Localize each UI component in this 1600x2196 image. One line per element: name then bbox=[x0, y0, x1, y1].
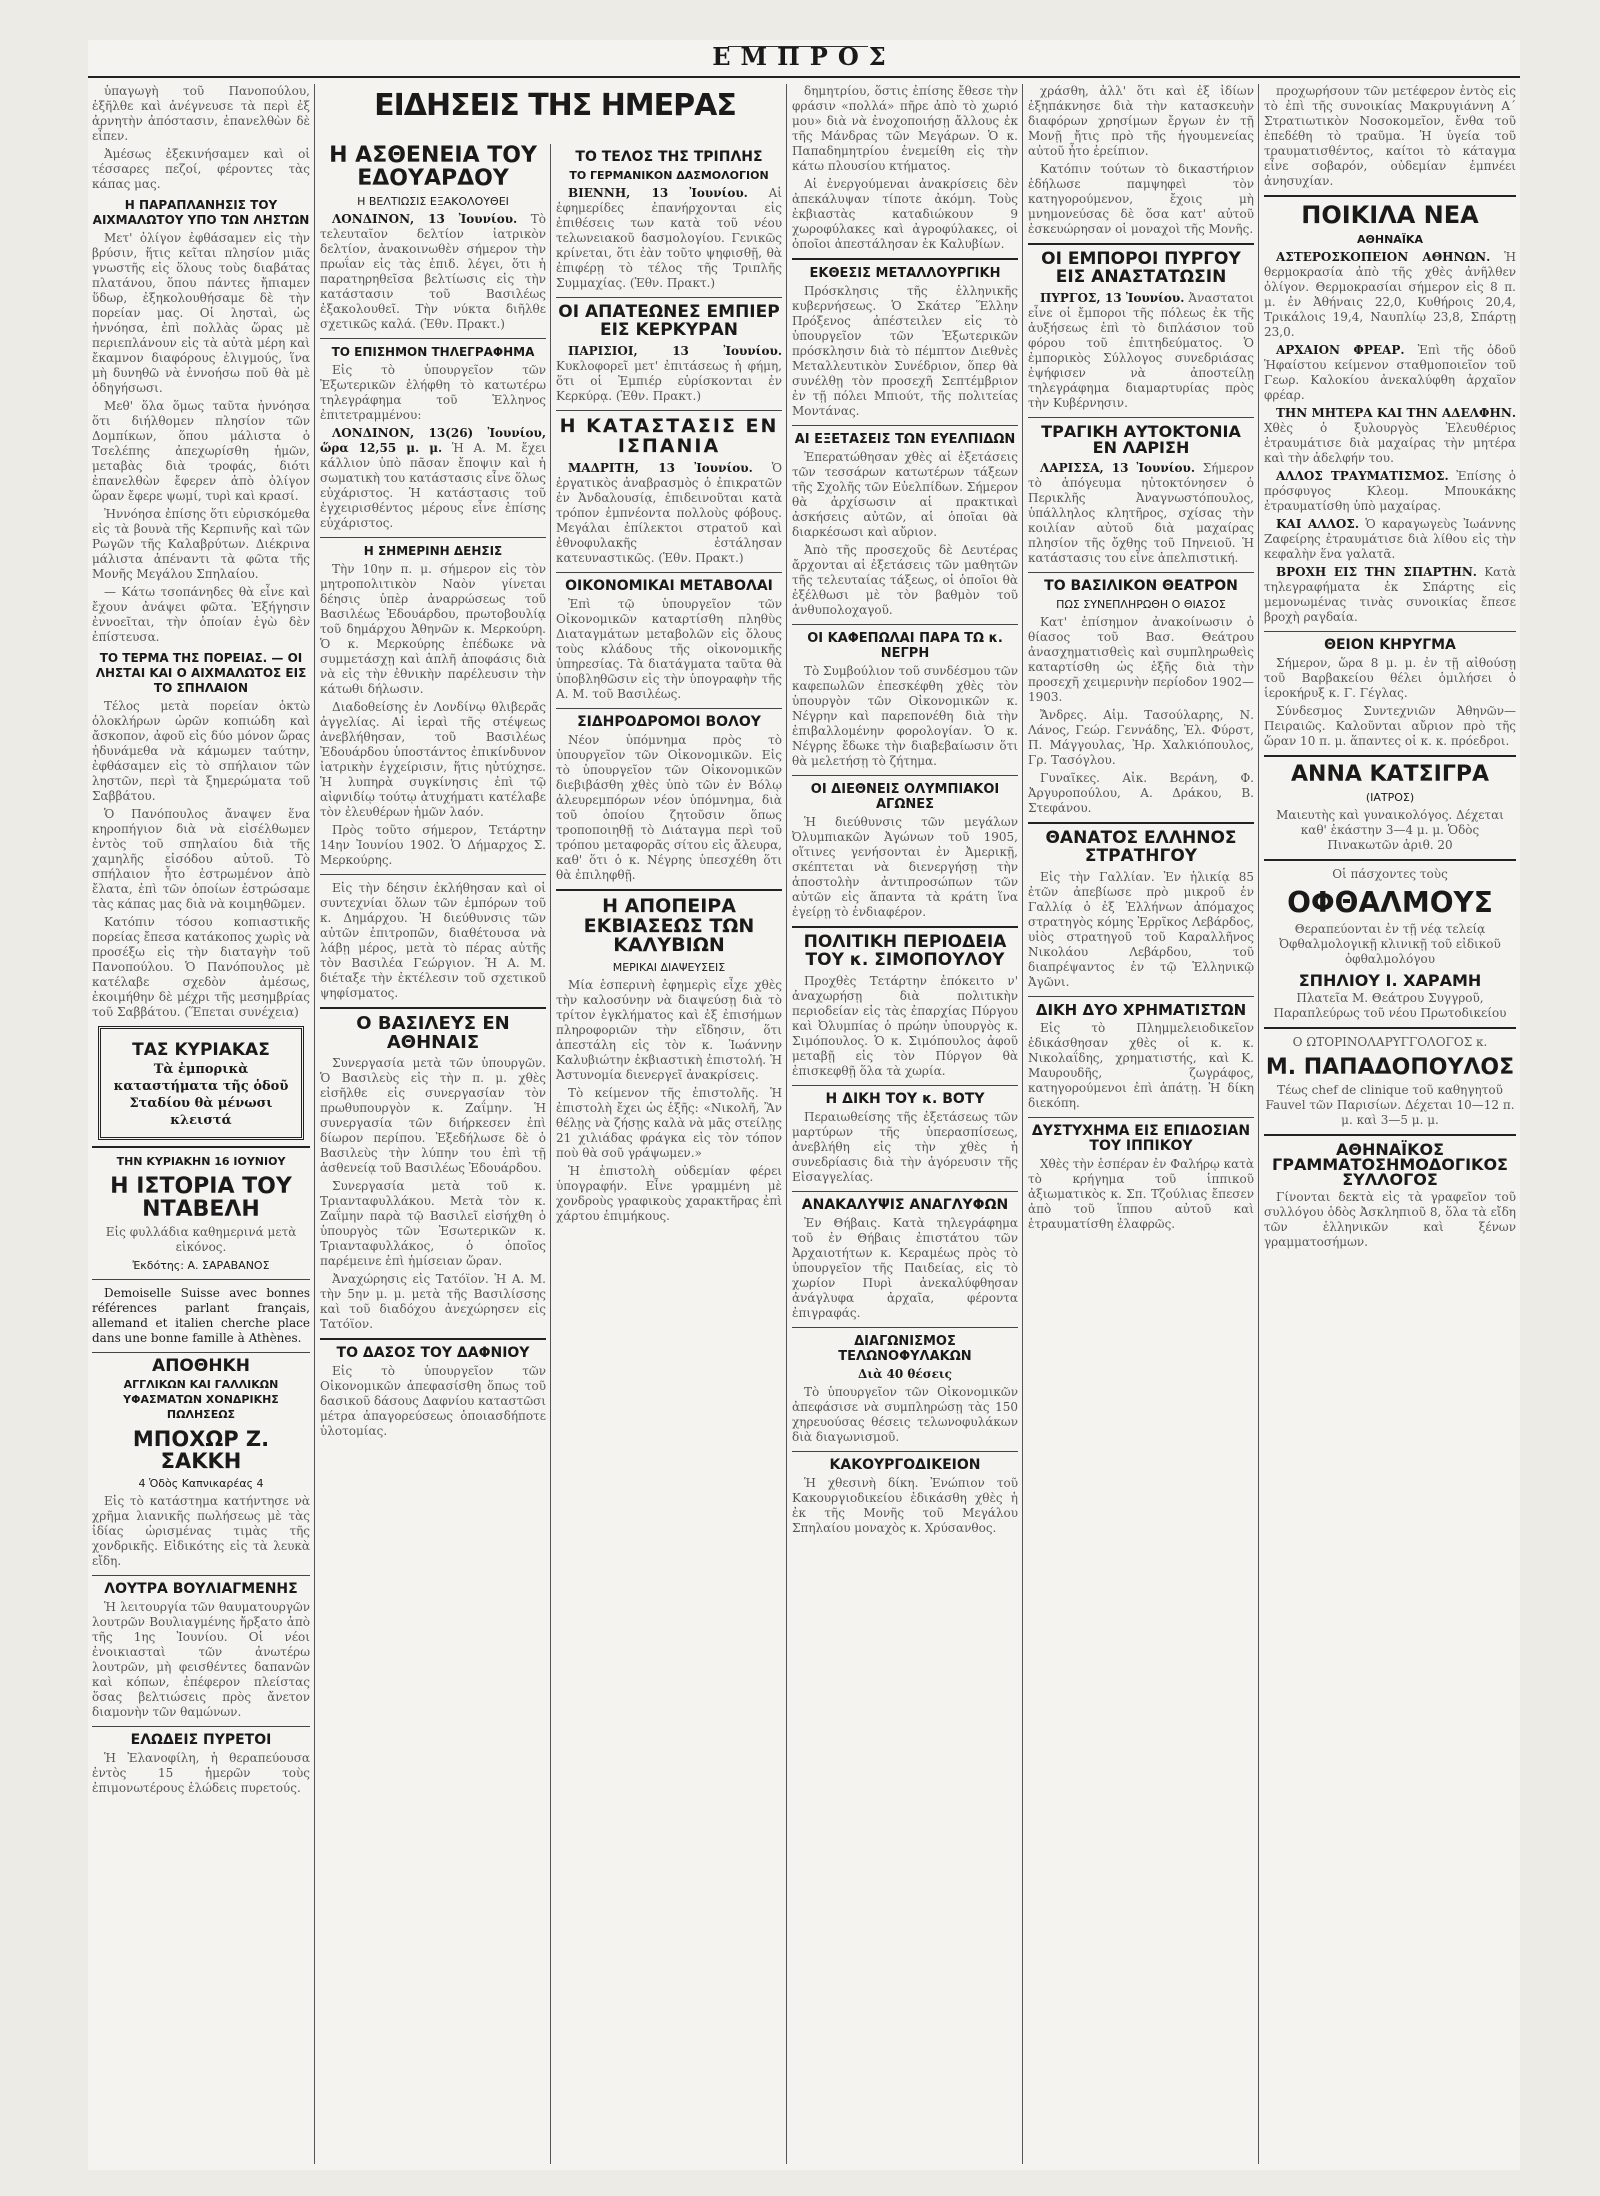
col4-heading-2: ΑΙ ΕΞΕΤΑΣΕΙΣ ΤΩΝ ΕΥΕΛΠΙΔΩΝ bbox=[794, 432, 1016, 447]
col6-heading-6: ΑΘΗΝΑΪΚΟΣ ΓΡΑΜΜΑΤΟΣΗΜΟΔΟΓΙΚΟΣ ΣΥΛΛΟΓΟΣ bbox=[1272, 1139, 1508, 1189]
divider bbox=[320, 1338, 546, 1340]
col4-heading-3: ΟΙ ΚΑΦΕΠΩΛΑΙ ΠΑΡΑ ΤΩ κ. ΝΕΓΡΗ bbox=[807, 631, 1003, 661]
news-banner: ΕΙΔΗΣΕΙΣ ΤΗΣ ΗΜΕΡΑΣ bbox=[374, 88, 736, 123]
divider bbox=[1264, 195, 1516, 197]
col4-heading-9: ΚΑΚΟΥΡΓΟΔΙΚΕΙΟΝ bbox=[829, 1456, 981, 1473]
col4-heading-7: ΑΝΑΚΑΛΥΨΙΣ ΑΝΑΓΛΥΦΩΝ bbox=[801, 1196, 1009, 1213]
column-2: ΕΙΔΗΣΕΙΣ ΤΗΣ ΗΜΕΡΑΣ Η ΑΣΘΕΝΕΙΑ ΤΟΥ ΕΔΟΥΑΡΔΟΥ Η ΒΕΛΤΙΩΣΙΣ ΕΞΑΚΟΛΟΥΘΕΙ ΛΟΝΔΙΝΟΝ, 13 Ἰουνίου. Τὸ τελευταῖον δελτίον ἰατρικὸν δελτίον, ἀνακοινωθὲν σήμερον τὴν πρωΐαν εἰς τὰς ἐπιδ. λέγει, ὅτι ἡ παρατηρηθεῖσα βελτίωσις εἰς τὴν κατάστασιν τοῦ Βασιλέως ἐξακολουθεῖ. Τὴν νύκτα διῆλθε σχετικῶς καλά. (Ἑθν. Πρακτ.) ΤΟ ΕΠΙΣΗΜΟΝ ΤΗΛΕΓΡΑΦΗΜΑ Εἰς τὸ ὑπουργεῖον τῶν Ἐξωτερικῶν ἐλήφθη τὸ κατωτέρω τηλεγράφημα τοῦ Ἑλληνος ἐπιτετραμμένου: ΛΟΝΔΙΝΟΝ, 13(26) Ἰουνίου, ὥρα 12,55 μ. μ. Ἡ Α. Μ. ἔχει κάλλιον ὑπὸ πᾶσαν ἔποψιν καὶ ἡ σωματικὴ του κατάστασις εἶνε ὅλως εὐχάριστος. Ἡ κατάστασις τοῦ ἐγχειρισθέντος μέρους εἶνε ἐπίσης εὐχάριστος. Η ΣΗΜΕΡΙΝΗ ΔΕΗΣΙΣ Τὴν 10ην π. μ. σήμερον εἰς τὸν μητροπολιτικὸν Ναὸν γίνεται δέησις ὑπὲρ ἀναρρώσεως τοῦ Βασιλέως Ἐδουάρδου, πρωτοβουλίᾳ τοῦ δημάρχου Ἀθηνῶν κ. Μερκούρη. Ὁ κ. Μερκούρης ἐπέδωκε νὰ συμμετάσχῃ καὶ ἁπλῆ ἀποφάσις διὰ νὰ εἰς τὴν ἐθνικὴν παρέλευσιν τὴν κάτωθι δήλωσιν. Διαδοθείσης ἐν Λονδίνῳ θλιβερᾶς ἀγγελίας. Αἱ ἱεραὶ τῆς στέψεως ἀνεβλήθησαν, τοῦ Βασιλέως Ἐδουάρδου ὑποστάντος ἐπικίνδυνον ἰατρικὴν ἐγχείρισιν, ἥτις ηὐτύχησε. Ἡ λυπηρὰ συγκίνησις ἐπὶ τῷ αἰφνιδίῳ τούτῳ ἀτυχήματι κατέλαβε τὸν ἐλευθέρων ἡμῶν λαόν. Πρὸς τοῦτο σήμερον, Τετάρτην 14ην Ἰουνίου 1902. Ὁ Δήμαρχος Σ. Μερκούρης. Εἰς τὴν δέησιν ἐκλήθησαν καὶ οἱ συντεχνίαι ὅλων τῶν ἐμπόρων τοῦ κ. Δημάρχου. Ἡ διεύθυνσις τῶν αὐτῶν ἐπιτροπῶν, διαθέτουσα νὰ λάβῃ μέρος, μετὰ τὸ πέρας αὐτῆς τὸν Βασιλέα Γεώργιον. Ἡ Α. Μ. διέταξε τὴν ἐκτέλεσιν τοῦ σχετικοῦ ψηφίσματος. Ο ΒΑΣΙΛΕΥΣ ΕΝ ΑΘΗΝΑΙΣ Συνεργασία μετὰ τῶν ὑπουργῶν. Ὁ Βασιλεὺς εἰς τὴν π. μ. χθὲς εἰσῆλθε εἰς συνεργασίαν τὸν πρωθυπουργὸν κ. Ζαΐμην. Ἡ συνεργασία τῶν διήρκεσεν ἐπὶ δίωρον περίπου. Ἐξεδήλωσε δὲ ὁ Βασιλεὺς τὴν λύπην του ἐπὶ τῇ ἀσθενείᾳ τοῦ Βασιλέως Ἐδουάρδου. Συνεργασία μετὰ τοῦ κ. Τριανταφυλλάκου. Μετὰ τὸν κ. Ζαΐμην παρὰ τῷ Βασιλεῖ εἰσήχθη ὁ ὑπουργὸς τῶν Ἐσωτερικῶν κ. Τριανταφυλλάκος, ὁ ὁποῖος παρέμεινε ἐπὶ ἡμίσειαν ὥραν. Ἀναχώρησις εἰς Τατόϊον. Ἡ Α. Μ. τὴν 5ην μ. μ. μετὰ τῆς Βασιλίσσης καὶ τοῦ διαδόχου ἀνεχώρησεν εἰς Τατόϊον. ΤΟ ΔΑΣΟΣ ΤΟΥ ΔΑΦΝΙΟΥ Εἰς τὸ ὑπουργεῖον τῶν Οἰκονομικῶν ἀπεφασίσθη ὅπως τοῦ δασικοῦ δάσους Δαφνίου καταστῶσι μέτρα ἀπαγορεύσεως ὁποιασδήποτε ὑλοτομίας. bbox=[320, 84, 546, 2164]
masthead bbox=[88, 40, 1520, 74]
news-item: ΤΗΝ ΜΗΤΕΡΑ ΚΑΙ ΤΗΝ ΑΔΕΛΦΗΝ. bbox=[1276, 406, 1516, 421]
col4-heading-5: ΠΟΛΙΤΙΚΗ ΠΕΡΙΟΔΕΙΑ ΤΟΥ κ. ΣΙΜΟΠΟΥΛΟΥ bbox=[803, 932, 1007, 970]
baths-heading: ΛΟΥΤΡΑ ΒΟΥΛΙΑΓΜΕΝΗΣ bbox=[104, 1581, 298, 1598]
col3-heading-4: ΟΙΚΟΝΟΜΙΚΑΙ ΜΕΤΑΒΟΛΑΙ bbox=[565, 577, 773, 594]
notice-text: Τὰ ἐμπορικὰ καταστήματα τῆς ὁδοῦ Σταδίου θὰ μένωσι κλειστά bbox=[113, 1062, 289, 1128]
column-rule bbox=[550, 144, 551, 2164]
divider bbox=[792, 1327, 1018, 1328]
divider bbox=[92, 1279, 310, 1280]
divider bbox=[1028, 572, 1254, 573]
col5-heading-3: ΤΟ ΒΑΣΙΛΙΚΟΝ ΘΕΑΤΡΟΝ bbox=[1044, 578, 1238, 595]
col6-heading-1: ΠΟΙΚΙΛΑ ΝΕΑ bbox=[1301, 201, 1479, 229]
divider bbox=[1028, 1117, 1254, 1118]
column-rule bbox=[786, 84, 787, 2164]
col4-heading-4: ΟΙ ΔΙΕΘΝΕΙΣ ΟΛΥΜΠΙΑΚΟΙ ΑΓΩΝΕΣ bbox=[810, 782, 1000, 812]
col6-heading-1-sub: ΑΘΗΝΑΪΚΑ bbox=[1357, 233, 1423, 247]
depot-title: ΑΠΟΘΗΚΗ bbox=[152, 1356, 250, 1377]
divider bbox=[792, 775, 1018, 776]
column-rule bbox=[314, 84, 315, 2164]
column-4: δημητρίου, ὅστις ἐπίσης ἔθεσε τὴν φράσιν «πολλά» πῆρε ἀπὸ τὸ χωριό μου» διὰ νὰ ἐνοχοποιήσῃ ἄλλους ἐκ τῆς Μάνδρας τῶν Μεγάρων. Ὁ κ. Παπαδημητρίου ἐνεμείθη εἰς τὴν κάτω πλουσίου κτήματος. Αἱ ἐνεργούμεναι ἀνακρίσεις δὲν ἀπεκάλυψαν τίποτε ἀκόμη. Τοὺς ἐκβιαστὰς καταδιώκουν 9 χωροφύλακες καὶ ἀγροφύλακες, οἱ ὁποῖοι ἀπεστάλησαν ἐκ Καλυβίων. ΕΚΘΕΣΙΣ ΜΕΤΑΛΛΟΥΡΓΙΚΗ Πρόσκλησις τῆς ἑλληνικῆς κυβερνήσεως. Ὁ Σκάτερ Ἕλλην Πρόξενος ἀπέστειλεν εἰς τὸ ὑπουργεῖον τῶν Ἐξωτερικῶν πρόσκλησιν διὰ τὸ πέμπτον Διεθνὲς Μεταλλευτικὸν Συνέδριον, ὅπερ θὰ συνέλθῃ τὸν προσεχῆ Σεπτέμβριον ἐν τῇ πόλει Μπιούτ, τῆς πολιτείας Μοντάνας. ΑΙ ΕΞΕΤΑΣΕΙΣ ΤΩΝ ΕΥΕΛΠΙΔΩΝ Ἐπερατώθησαν χθὲς αἱ ἐξετάσεις τῶν τεσσάρων κατωτέρων τάξεων τῆς Σχολῆς τῶν Εὐελπίδων. Σήμερον θὰ ἀρχίσωσιν αἱ πρακτικαὶ ἀσκήσεις αὐτῶν, αἱ ὁποῖαι θὰ διαρκέσωσι καὶ αὔριον. Ἀπὸ τῆς προσεχοῦς δὲ Δευτέρας ἄρχονται αἱ ἐξετάσεις τῶν μαθητῶν τῆς τελευταίας τάξεως, οἱ ὁποῖοι θὰ ἐξέλθωσι μὲ τὸν βαθμὸν τοῦ ἀνθυπολοχαγοῦ. ΟΙ ΚΑΦΕΠΩΛΑΙ ΠΑΡΑ ΤΩ κ. ΝΕΓΡΗ Τὸ Συμβούλιον τοῦ συνδέσμου τῶν καφεπωλῶν ἐπεσκέφθη χθὲς τὸν ὑπουργὸν τῶν Οἰκονομικῶν κ. Νέγρην καὶ παρεπονέθη διὰ τὴν ἐπιβαλλομένην φορολογίαν. Ὁ κ. Νέγρης ἔδωκε τὴν διαβεβαίωσιν ὅτι θὰ μελετήσῃ τὸ ζήτημα. ΟΙ ΔΙΕΘΝΕΙΣ ΟΛΥΜΠΙΑΚΟΙ ΑΓΩΝΕΣ Ἡ διεύθυνσις τῶν μεγάλων Ὀλυμπιακῶν Ἀγώνων τοῦ 1905, οἵτινες γενήσονται ἐν Ἀμερικῇ, σκέπτεται νὰ διενεργήσῃ τὴν ἀποστολὴν ἀντιπροσώπων τῶν αὐτῶν εἰς ἅπαντα τὰ κράτη ἵνα ἐγείρῃ τὸ ἐνδιαφέρον. ΠΟΛΙΤΙΚΗ ΠΕΡΙΟΔΕΙΑ ΤΟΥ κ. ΣΙΜΟΠΟΥΛΟΥ Προχθὲς Τετάρτην ἐπόκειτο ν' ἀναχωρήσῃ διὰ πολιτικὴν περιοδείαν εἰς τὰς ἐπαρχίας Πύργου καὶ Ὀλυμπίας ὁ πρώην ὑπουργὸς κ. Σιμόπουλος. Ὁ κ. Σιμόπουλος ἀφοῦ μεταβῇ εἰς τὸν Πύργον θὰ ἐπισκεφθῇ ὅλα τὰ χωρία. Η ΔΙΚΗ ΤΟΥ κ. ΒΟΤΥ Περαιωθείσης τῆς ἐξετάσεως τῶν μαρτύρων τῆς ὑπερασπίσεως, ἀνεβλήθη εἰς τὴν χθὲς ἡ συνεδρίασις διὰ τὴν ἀγόρευσιν τῆς Εἰσαγγελίας. ΑΝΑΚΑΛΥΨΙΣ ΑΝΑΓΛΥΦΩΝ Ἐν Θήβαις. Κατὰ τηλεγράφημα τοῦ ἐν Θήβαις ἐπιστάτου τῶν Ἀρχαιοτήτων κ. Κεραμέως πρὸς τὸ ὑπουργεῖον τῆς Παιδείας, εἰς τὸ χωρίον Πυρὶ ἀνεκαλύφθησαν ἀνάγλυφα ἀρχαῖα, φέροντα ἐπιγραφάς. ΔΙΑΓΩΝΙΣΜΟΣ ΤΕΛΩΝΟΦΥΛΑΚΩΝ Διὰ 40 θέσεις Τὸ ὑπουργεῖον τῶν Οἰκονομικῶν ἀπεφάσισε νὰ συμπληρώσῃ τὰς 150 χηρευούσας θέσεις τελωνοφυλάκων διὰ διαγωνισμοῦ. ΚΑΚΟΥΡΓΟΔΙΚΕΙΟΝ Ἡ χθεσινὴ δίκη. Ἐνώπιον τοῦ Κακουργιοδικείου ἐδικάσθη χθὲς ἡ ἐκ τῆς Μονῆς τοῦ Μεγάλου Σπηλαίου μοναχὸς κ. Χρύσανθος. bbox=[792, 84, 1018, 1535]
divider bbox=[792, 1191, 1018, 1192]
divider bbox=[792, 1085, 1018, 1086]
col3-heading-6-sub: ΜΕΡΙΚΑΙ ΔΙΑΨΕΥΣΕΙΣ bbox=[612, 961, 726, 975]
doctor-name: ΣΠΗΛΙΟΥ Ι. ΧΑΡΑΜΗ bbox=[1298, 970, 1482, 990]
col5-heading-4: ΘΑΝΑΤΟΣ ΕΛΛΗΝΟΣ ΣΤΡΑΤΗΓΟΥ bbox=[1045, 828, 1237, 867]
divider bbox=[1264, 755, 1516, 757]
notice-title: ΤΑΣ ΚΥΡΙΑΚΑΣ bbox=[132, 1040, 270, 1060]
divider bbox=[556, 708, 782, 709]
col4-heading-6: Η ΔΙΚΗ ΤΟΥ κ. ΒΟΤΥ bbox=[825, 1090, 985, 1107]
divider bbox=[320, 338, 546, 339]
divider bbox=[1028, 417, 1254, 418]
column-5: χράσθη, ἀλλ' ὅτι καὶ ἐξ ἰδίων ἐξηπάκνησε διὰ τὴν κατασκευὴν διαφόρων χρησίμων ἔργων ἐν τῇ Μονῇ ἤτις πρὸ τῆς ἡγουμενείας αὐτοῦ ἦτο ἐρείπιον. Κατόπιν τούτων τὸ δικαστήριον ἐδήλωσε παμψηφεὶ τὸν κατηγορούμενον, ἔχοις μὴ μνημονεύσας δὲ ὅσα κατ' αὐτοῦ ἐσκευώρησαν οἱ μοναχοὶ τῆς Μονῆς. ΟΙ ΕΜΠΟΡΟΙ ΠΥΡΓΟΥ ΕΙΣ ΑΝΑΣΤΑΤΩΣΙΝ ΠΥΡΓΟΣ, 13 Ἰουνίου. Ἀναστατοι εἶνε οἱ ἔμποροι τῆς πόλεως ἐκ τῆς ἀυξήσεως ἐπὶ τὸ διπλάσιον τοῦ φόρου τοῦ ἐπιτηδεύματος. Ὁ ἐμπορικὸς Σύλλογος συνεδριάσας ἐψήφισεν νὰ ἀποστείλῃ τηλεγράφημα διαμαρτυρίας πρὸς τὴν Κυβέρνησιν. ΤΡΑΓΙΚΗ ΑΥΤΟΚΤΟΝΙΑ ΕΝ ΛΑΡΙΣΗ ΛΑΡΙΣΣΑ, 13 Ἰουνίου. Σήμερον τὸ ἀπόγευμα ηὐτοκτόνησεν ὁ Περικλῆς Ἀναγνωστόπουλος, ὑπάλληλος κλητῆρος, σχίσας τὴν κοιλίαν αὐτοῦ διὰ μαχαίρας πλησίον τῆς ὄχθης τοῦ Πηνειοῦ. Ἡ κατάστασις του εἶνε ἀπελπιστική. ΤΟ ΒΑΣΙΛΙΚΟΝ ΘΕΑΤΡΟΝ ΠΩΣ ΣΥΝΕΠΛΗΡΩΘΗ Ο ΘΙΑΣΟΣ Κατ' ἐπίσημον ἀνακοίνωσιν ὁ θίασος τοῦ Βασ. Θεάτρου ἀνασχηματισθεὶς καὶ συμπληρωθεὶς καταρτίσθη ὡς ἑξῆς διὰ τὴν προσεχῆ χειμερινὴν περίοδον 1902—1903. Ἄνδρες. Αἰμ. Τασούλαρης, Ν. Λάνος, Γεώρ. Γεννάδης, Ἐλ. Φύρστ, Π. Μάγγουλας, Ἠρ. Χαλκιόπουλος, Γρ. Τασόγλου. Γυναῖκες. Αἰκ. Βεράνη, Φ. Ἀργυροπούλου, Α. Δράκου, Β. Στεφάνου. ΘΑΝΑΤΟΣ ΕΛΛΗΝΟΣ ΣΤΡΑΤΗΓΟΥ Εἰς τὴν Γαλλίαν. Ἐν ἡλικίᾳ 85 ἐτῶν ἀπεβίωσε πρὸ μικροῦ ἐν Γαλλίᾳ ὁ ἐξ Ἑλλήνων ἀπόμαχος στρατηγὸς κόμης Ἐρρῖκος Λεβάρδος, υἱὸς στρατηγοῦ τοῦ Καραλλῆνος Νικολάου Λεβάρδου, τοῦ διαπρέψαντος ἐν τῷ Ἑλληνικῷ Ἀγῶνι. ΔΙΚΗ ΔΥΟ ΧΡΗΜΑΤΙΣΤΩΝ Εἰς τὸ Πλημμελειοδικεῖον ἐδικάσθησαν χθὲς οἱ κ. κ. Νικολαΐδης, χρηματιστής, καὶ Κ. Μαυρουδῆς, ζωγράφος, κατηγορούμενοι ἐπὶ ἀπάτῃ. Ἡ δίκη διεκόπη. ΔΥΣΤΥΧΗΜΑ ΕΙΣ ΕΠΙΔΟΣΙΑΝ ΤΟΥ ΙΠΠΙΚΟΥ Χθὲς τὴν ἑσπέραν ἐν Φαλήρῳ κατὰ τὸ κρήγημα τοῦ ἱππικοῦ ἀξιωματικὸς κ. Σπ. Τζούλιας ἔπεσεν ἀπὸ τοῦ ἵππου αὐτοῦ καὶ ἐτραυματίσθη ἐλαφρῶς. bbox=[1028, 84, 1254, 1231]
column-3: ΤΟ ΤΕΛΟΣ ΤΗΣ ΤΡΙΠΛΗΣ ΤΟ ΓΕΡΜΑΝΙΚΟΝ ΔΑΣΜΟΛΟΓΙΟΝ ΒΙΕΝΝΗ, 13 Ἰουνίου. Αἱ ἐφημερίδες ἐπανήρχονται εἰς ἐπιθέσεις των κατὰ τοῦ νέου τελωνειακοῦ δασμολογίου. Γενικῶς κρίνεται, ὅτι ἐὰν τοῦτο ψηφισθῇ, θὰ ἐπιφέρῃ τὸ τέλος τῆς Τριπλῆς Συμμαχίας. (Ἑθν. Πρακτ.) ΟΙ ΑΠΑΤΕΩΝΕΣ ΕΜΠΙΕΡ ΕΙΣ ΚΕΡΚΥΡΑΝ ΠΑΡΙΣΙΟΙ, 13 Ἰουνίου. Κυκλοφορεῖ μετ' ἐπιτάσεως ἡ φήμη, ὅτι οἱ Ἐμπιέρ εὑρίσκονται ἐν Κερκύρᾳ. (Ἑθν. Πρακτ.) Η ΚΑΤΑΣΤΑΣΙΣ ΕΝ ΙΣΠΑΝΙΑ ΜΑΔΡΙΤΗ, 13 Ἰουνίου. Ὁ ἐργατικὸς ἀναβρασμὸς ὁ ἐπικρατῶν ἐν Ἀνδαλουσίᾳ, ἐπιδεινοῦται κατὰ τρόπον ἐμπνέοντα πολλοὺς φόβους. Μεγάλαι ἐπίλεκτοι στρατοῦ καὶ ἐθνοφυλακῆς ἐστάλησαν κατευναστικῶς. (Ἑθν. Πρακτ.) ΟΙΚΟΝΟΜΙΚΑΙ ΜΕΤΑΒΟΛΑΙ Ἐπὶ τῷ ὑπουργεῖον τῶν Οἰκονομικῶν καταρτίσθη πληθὺς Διαταγμάτων μεταβολῶν εἰς ὅλους τοὺς κλάδους τῆς οἰκονομικῆς ὑπηρεσίας. Τὰ διατάγματα ταῦτα θὰ ὑποβληθῶσιν εἰς τὴν ὑπογραφὴν τῆς Α. Μ. τοῦ Βασιλέως. ΣΙΔΗΡΟΔΡΟΜΟΙ ΒΟΛΟΥ Νέον ὑπόμνημα πρὸς τὸ ὑπουργεῖον τῶν Οἰκονομικῶν. Εἰς τὸ ὑπουργεῖον τῶν Οἰκονομικῶν διεβιβάσθη χθὲς ὑπὸ τῶν ἐν Βόλῳ ἀλευρεμπόρων νέον ὑπόμνημα, διὰ τοῦ ὁποίου ζητοῦσιν ὅπως τροποποιηθῇ τὸ Διάταγμα περὶ τοῦ τρόπου μεταφορᾶς σίτου εἰς ἄλευρα, καθ' ὅτι ὁ κ. Νέγρης ὑπεσχέθη ὅτι θὰ ἐπιληφθῇ. Η ΑΠΟΠΕΙΡΑ ΕΚΒΙΑΣΕΩΣ ΤΩΝ ΚΑΛΥΒΙΩΝ ΜΕΡΙΚΑΙ ΔΙΑΨΕΥΣΕΙΣ Μία ἑσπερινὴ ἐφημερὶς εἶχε χθὲς τὴν καλοσύνην νὰ διαψεύσῃ διὰ τὸ τρίτον ἐγκλήματος καὶ ἐξ ἐπισήμων πληροφοριῶν τὴν εἴδησιν, ὅτι ἀπεστάλη εἰς τὸν κ. Ἰωάννην Καλυβιώτην ἐκβιαστικὴ ἐπιστολή. Ἡ Ἀστυνομία διενεργεῖ ἀνακρίσεις. Τὸ κείμενον τῆς ἐπιστολῆς. Ἡ ἐπιστολὴ ἔχει ὡς ἑξῆς: «Νικολῆ, Ἂν θέλῃς νὰ ζήσῃς καλὰ νὰ μᾶς στείλῃς 21 χιλιάδας φράγκα εἰς τὸν τόπον ποὺ θὰ σοῦ γράψωμεν.» Ἡ ἐπιστολὴ οὐδεμίαν φέρει ὑπογραφήν. Εἶνε γραμμένη μὲ χονδροὺς γραφικοὺς χαρακτῆρας ἐπὶ χάρτου ἐπιμήκους. bbox=[556, 149, 782, 1224]
divider bbox=[320, 537, 546, 538]
divider bbox=[556, 297, 782, 298]
col2-heading-1-sub: Η ΒΕΛΤΙΩΣΙΣ ΕΞΑΚΟΛΟΥΘΕΙ bbox=[357, 194, 509, 208]
col3-heading-6: Η ΑΠΟΠΕΙΡΑ ΕΚΒΙΑΣΕΩΣ ΤΩΝ ΚΑΛΥΒΙΩΝ bbox=[583, 894, 755, 957]
divider bbox=[792, 926, 1018, 928]
divider bbox=[792, 624, 1018, 625]
col2-heading-2: ΤΟ ΕΠΙΣΗΜΟΝ ΤΗΛΕΓΡΑΦΗΜΑ bbox=[331, 344, 535, 359]
divider bbox=[556, 889, 782, 891]
divider bbox=[92, 1575, 310, 1576]
news-item: ΚΑΙ ΑΛΛΟΣ. bbox=[1276, 517, 1360, 532]
masthead-title: ΕΜΠΡΟΣ bbox=[712, 42, 896, 71]
depot-address: 4 Ὁδὸς Καπνικαρέας 4 bbox=[138, 1477, 264, 1491]
sunday-heading: ΤΗΝ ΚΥΡΙΑΚΗΝ 16 ΙΟΥΝΙΟΥ bbox=[116, 1155, 286, 1168]
divider bbox=[1028, 243, 1254, 245]
column-1: ὑπαγωγὴ τοῦ Πανοπούλου, ἐξῆλθε καὶ ἀνέγνευσε τὰ περὶ ἐξ ἀρνητὴν ἀπόστασιν, ἐπανελθὼν δὲ εἶπεν. Ἀμέσως ἐξεκινήσαμεν καὶ οἱ τέσσαρες πεζοί, φέροντες τὰς κάπας μας. Η ΠΑΡΑΠΛΑΝΗΣΙΣ ΤΟΥ ΑΙΧΜΑΛΩΤΟΥ ΥΠΟ ΤΩΝ ΛΗΣΤΩΝ Μετ' ὀλίγον ἐφθάσαμεν εἰς τὴν βρύσιν, ἥτις κεῖται πλησίον μιᾶς γνωστῆς εἰς ὅλους τοὺς διαβάτας πλατάνου, ὅπου πάντες ἤπιαμεν ὕδωρ, ἐξηκολουθήσαμε δὲ τὴν πορείαν μας. Οἱ λησταὶ, ὡς ἠννόησα, ἐπὶ πολλὰς ὥρας μὲ περιεπλάνουν εἰς τὰ αὐτὰ μέρη καὶ ἔκαμνον διαφόρους ἑλιγμούς, ἵνα μὴ δυνηθῶ νὰ ἐννοήσω ποῦ θὰ μὲ ὁδηγήσωσι. Μεθ' ὅλα ὅμως ταῦτα ἠννόησα ὅτι διήλθομεν πλησίον τῶν Δομπίκων, ὅπου μάλιστα ὁ Τσελέπης ἀπεχωρίσθη ἡμῶν, μεταβὰς διὰ τροφάς, διότι ἐπανελθὼν ἔφερεν ἀπὸ ὀλίγον ὥραν ἔφερε ψωμί, τυρὶ καὶ κρασί. Ἠννόησα ἐπίσης ὅτι εὑρισκόμεθα εἰς τὰ βουνὰ τῆς Κερπινῆς καὶ τῶν Ρωγῶν τῆς Καλαβρύτων. Διέκρινα μάλιστα ἀπέναντι τὰ φῶτα τῆς Μονῆς Μεγάλου Σπηλαίου. — Κάτω τσοπάνηδες θὰ εἶνε καὶ ἔχουν ἀνάψει φῶτα. Ἐξήγησιν ἐννοεῖται, τὴν ὁποίαν ἐγὼ δὲν ἐπίστευσα. ΤΟ ΤΕΡΜΑ ΤΗΣ ΠΟΡΕΙΑΣ. — ΟΙ ΛΗΣΤΑΙ ΚΑΙ Ο ΑΙΧΜΑΛΩΤΟΣ ΕΙΣ ΤΟ ΣΠΗΛΑΙΟΝ Τέλος μετὰ πορείαν ὀκτὼ ὁλοκλήρων ὡρῶν κοπιώδη καὶ ἄσκοπον, ἀφοῦ εἰς δύο μόνον ὥρας ἠδυνάμεθα νὰ κάμωμεν ταύτην, ἐφθάσαμεν εἰς τὸ σπήλαιον τῶν ληστῶν, περὶ τὰ ξημερώματα τοῦ Σαββάτου. Ὁ Πανόπουλος ἄναψεν ἕνα κηροπήγιον διὰ νὰ εἰσέλθωμεν ἐντὸς τοῦ σπηλαίου διὰ τῆς χαμηλῆς εἰσόδου αὐτοῦ. Τὸ σπήλαιον ἦτο ἐστρωμένον ἀπὸ ἔλατα, ἐπὶ τῶν ὁποίων ἐστρώσαμε τὰς κάπας μας διὰ νὰ κοιμηθῶμεν. Κατόπιν τόσου κοπιαστικῆς πορείας ἔπεσα κατάκοπος χωρὶς νὰ προσέξω εἰς τὴν διαταγὴν τοῦ Πανοπούλου. Ὁ Πανόπουλος μὲ κατέλαβε σχεδὸν ἀμέσως, ἐκοιμήθην δὲ μέχρι τῆς μεσημβρίας τοῦ Σαββάτου. (Ἕπεται συνέχεια) ΤΑΣ ΚΥΡΙΑΚΑΣ Τὰ ἐμπορικὰ καταστήματα τῆς ὁδοῦ Σταδίου θὰ μένωσι κλειστά ΤΗΝ ΚΥΡΙΑΚΗΝ 16 ΙΟΥΝΙΟΥ Η ΙΣΤΟΡΙΑ ΤΟΥ ΝΤΑΒΕΛΗ Εἰς φυλλάδια καθημερινά μετὰ εἰκόνος. Ἐκδότης: Α. ΣΑΡΑΒΑΝΟΣ Demoiselle Suisse avec bonnes références parlant français, allemand et italien cherche place dans une bonne famille à Athènes. ΑΠΟΘΗΚΗ ΑΓΓΛΙΚΩΝ ΚΑΙ ΓΑΛΛΙΚΩΝ ΥΦΑΣΜΑΤΩΝ ΧΟΝΔΡΙΚΗΣ ΠΩΛΗΣΕΩΣ ΜΠΟΧΩΡ Ζ. ΣΑΚΚΗ 4 Ὁδὸς Καπνικαρέας 4 Εἰς τὸ κατάστημα κατήντησε νὰ χρῆμα λιανικῆς πωλήσεως μὲ τὰς ἰδίας ὡρισμένας τιμὰς τῆς χονδρικῆς. Εἰδικότης εἰς τὰ λευκὰ εἴδη. ΛΟΥΤΡΑ ΒΟΥΛΙΑΓΜΕΝΗΣ Ἡ λειτουργία τῶν θαυματουργῶν λουτρῶν Βουλιαγμένης ἤρξατο ἀπὸ τῆς 1ης Ἰουνίου. Οἱ νέοι ἐνοικιασταὶ τῶν ἀνωτέρω λουτρῶν, μὴ φεισθέντες δαπανῶν καὶ κόπων, ἐπέφερον πλείστας ὅσας βελτιώσεις πρὸς ἄνετον διαμονὴν τῶν θαμώνων. ΕΛΩΔΕΙΣ ΠΥΡΕΤΟΙ Ἡ Ἐλανοφίλη, ἡ θεραπεύουσα ἐντὸς 15 ἡμερῶν τοὺς ἐπιμονωτέρους ἑλώδεις πυρετούς. bbox=[92, 84, 310, 1796]
divider bbox=[92, 1352, 310, 1353]
masthead-ornament bbox=[728, 46, 868, 47]
column-rule bbox=[1258, 84, 1259, 2164]
top-rule bbox=[88, 76, 1520, 78]
col2-heading-5: ΤΟ ΔΑΣΟΣ ΤΟΥ ΔΑΦΝΙΟΥ bbox=[336, 1345, 530, 1362]
fever-heading: ΕΛΩΔΕΙΣ ΠΥΡΕΤΟΙ bbox=[130, 1732, 272, 1749]
divider bbox=[1264, 631, 1516, 632]
col2-heading-1: Η ΑΣΘΕΝΕΙΑ ΤΟΥ ΕΔΟΥΑΡΔΟΥ bbox=[329, 142, 537, 191]
col3-heading-3: Η ΚΑΤΑΣΤΑΣΙΣ ΕΝ ΙΣΠΑΝΙΑ bbox=[559, 414, 779, 457]
divider bbox=[1264, 859, 1516, 861]
divider bbox=[92, 1726, 310, 1727]
news-item: ΒΡΟΧΗ ΕΙΣ ΤΗΝ ΣΠΑΡΤΗΝ. bbox=[1276, 565, 1477, 580]
demoiselle-ad: Demoiselle Suisse avec bonnes références parlant français, allemand et italien cherche place dans une bonne famille à Athènes. bbox=[92, 1286, 310, 1346]
column-rule bbox=[1022, 84, 1023, 2164]
column-6: προχωρήσουν τῶν μετέφερον ἐντὸς εἰς τὸ ἐπὶ τῆς συνοικίας Μακρυγιάννη Α΄ Στρατιωτικὸν Νοσοκομεῖον, ἔνθα τοῦ ἐπεδέθη τὸ τραῦμα. Ἡ ὑγεία τοῦ τραυματισθέντος, καίτοι τὸ κάταγμα εἶνε σοβαρόν, οὐδεμίαν ἐμπνέει ἀνησυχίαν. ΠΟΙΚΙΛΑ ΝΕΑ ΑΘΗΝΑΪΚΑ ΑΣΤΕΡΟΣΚΟΠΕΙΟΝ ΑΘΗΝΩΝ. Ἡ θερμοκρασία ἀπὸ τῆς χθὲς ἀνῆλθεν ὀλίγον. Θερμοκρασίαι σήμερον εἰς 8 π. μ. ἐν Ἀθήναις 22,0, Κυθήροις 20,4, Τρικάλοις 19,4, Ναυπλίῳ 23,8, Σπάρτῃ 23,0. ΑΡΧΑΙΟΝ ΦΡΕΑΡ. Ἐπὶ τῆς ὁδοῦ Ἡφαίστου κείμενον σταθμοποιεῖον τοῦ Γεωρ. Καλοκίου ἀνεκαλύφθη ἀρχαῖον φρέαρ. ΤΗΝ ΜΗΤΕΡΑ ΚΑΙ ΤΗΝ ΑΔΕΛΦΗΝ. Χθὲς ὁ ξυλουργὸς Ἐλευθέριος ἐτραυμάτισε διὰ μαχαίρας τὴν μητέρα καὶ τὴν ἀδελφήν του. ΑΛΛΟΣ ΤΡΑΥΜΑΤΙΣΜΟΣ. Ἐπίσης ὁ πρόσφυγος Κλεομ. Μπουκάκης ἐτραυματίσθη ὑπὸ μαχαίρας. ΚΑΙ ΑΛΛΟΣ. Ὁ καραγωγεὺς Ἰωάννης Ζαφείρης ἐτραυμάτισε διὰ λίθου εἰς τὴν κεφαλὴν ἕνα γαλατᾶ. ΒΡΟΧΗ ΕΙΣ ΤΗΝ ΣΠΑΡΤΗΝ. Κατὰ τηλεγραφήματα ἐκ Σπάρτης εἰς μεμονωμένας τινὰς συνοικίας ἔπεσε βροχὴ ραγδαία. ΘΕΙΟΝ ΚΗΡΥΓΜΑ Σήμερον, ὥρα 8 μ. μ. ἐν τῇ αἰθούσῃ τοῦ Βαρβακείου θέλει ὁμιλήσει ὁ ἱεροκήρυξ κ. Γ. Γέγλας. Σύνδεσμος Συντεχνιῶν Ἀθηνῶν—Πειραιῶς. Καλοῦνται αὔριον πρὸ τῆς ὥραν 10 π. μ. ἅπαντες οἱ κ. κ. πρόεδροι. ΑΝΝΑ ΚΑΤΣΙΓΡΑ (ΙΑΤΡΟΣ) Μαιευτὴς καὶ γυναικολόγος. Δέχεται καθ' ἑκάστην 3—4 μ. μ. Ὁδὸς Πινακωτῶν ἀριθ. 20 Οἱ πάσχοντες τοὺς ΟΦΘΑΛΜΟΥΣ Θεραπεύονται ἐν τῇ νέᾳ τελείᾳ Ὀφθαλμολογικῇ κλινικῇ τοῦ εἰδικοῦ ὀφθαλμολόγου ΣΠΗΛΙΟΥ Ι. ΧΑΡΑΜΗ Πλατεῖα Μ. Θεάτρου Συγγροῦ, Παραπλεύρως τοῦ νέου Πρωτοδικείου Ο ΩΤΟΡΙΝΟΛΑΡΥΓΓΟΛΟΓΟΣ κ. Μ. ΠΑΠΑΔΟΠΟΥΛΟΣ Τέως chef de clinique τοῦ καθηγητοῦ Fauvel τῶν Παρισίων. Δέχεται 10—12 π. μ. καὶ 3—5 μ. μ. ΑΘΗΝΑΪΚΟΣ ΓΡΑΜΜΑΤΟΣΗΜΟΔΟΓΙΚΟΣ ΣΥΛΛΟΓΟΣ Γίνονται δεκτὰ εἰς τὰ γραφεῖον τοῦ συλλόγου ὁδὸς Ἀσκληπιοῦ 8, ὅλα τὰ εἴδη τῶν ἑλληνικῶν καὶ ξένων γραμματοσήμων. bbox=[1264, 84, 1516, 1249]
col5-heading-3-sub: ΠΩΣ ΣΥΝΕΠΛΗΡΩΘΗ Ο ΘΙΑΣΟΣ bbox=[1056, 598, 1226, 612]
col1-heading-2: ΤΟ ΤΕΡΜΑ ΤΗΣ ΠΟΡΕΙΑΣ. — ΟΙ ΛΗΣΤΑΙ ΚΑΙ Ο ΑΙΧΜΑΛΩΤΟΣ ΕΙΣ ΤΟ ΣΠΗΛΑΙΟΝ bbox=[95, 651, 307, 695]
col6-heading-5: Μ. ΠΑΠΑΔΟΠΟΥΛΟΣ bbox=[1265, 1054, 1515, 1080]
col6-heading-3-sub: (ΙΑΤΡΟΣ) bbox=[1365, 791, 1415, 805]
col6-heading-3: ΑΝΝΑ ΚΑΤΣΙΓΡΑ bbox=[1291, 762, 1489, 788]
col3-heading-1-sub: ΤΟ ΓΕΡΜΑΝΙΚΟΝ ΔΑΣΜΟΛΟΓΙΟΝ bbox=[569, 169, 769, 182]
divider bbox=[792, 258, 1018, 260]
col2-heading-3: Η ΣΗΜΕΡΙΝΗ ΔΕΗΣΙΣ bbox=[363, 543, 503, 558]
sunday-closing-notice bbox=[98, 1026, 304, 1140]
col5-heading-5: ΔΙΚΗ ΔΥΟ ΧΡΗΜΑΤΙΣΤΩΝ bbox=[1035, 1000, 1247, 1019]
col1-heading-1: Η ΠΑΡΑΠΛΑΝΗΣΙΣ ΤΟΥ ΑΙΧΜΑΛΩΤΟΥ ΥΠΟ ΤΩΝ ΛΗΣΤΩΝ bbox=[92, 198, 310, 227]
divider bbox=[792, 1451, 1018, 1452]
dateline: ΠΥΡΓΟΣ, 13 Ἰουνίου. bbox=[1040, 290, 1185, 305]
newspaper-page bbox=[88, 40, 1520, 2170]
col4-heading-1: ΕΚΘΕΣΙΣ ΜΕΤΑΛΛΟΥΡΓΙΚΗ bbox=[809, 266, 1001, 281]
col6-heading-2: ΘΕΙΟΝ ΚΗΡΥΓΜΑ bbox=[1324, 637, 1456, 654]
col5-heading-2: ΤΡΑΓΙΚΗ ΑΥΤΟΚΤΟΝΙΑ ΕΝ ΛΑΡΙΣΗ bbox=[1041, 421, 1241, 458]
col3-heading-1: ΤΟ ΤΕΛΟΣ ΤΗΣ ΤΡΙΠΛΗΣ bbox=[575, 149, 763, 165]
col2-heading-4: Ο ΒΑΣΙΛΕΥΣ ΕΝ ΑΘΗΝΑΙΣ bbox=[356, 1012, 510, 1053]
news-item: ΑΡΧΑΙΟΝ ΦΡΕΑΡ. bbox=[1276, 343, 1405, 358]
divider bbox=[320, 874, 546, 875]
col3-heading-2: ΟΙ ΑΠΑΤΕΩΝΕΣ ΕΜΠΙΕΡ ΕΙΣ ΚΕΡΚΥΡΑΝ bbox=[558, 302, 780, 340]
divider bbox=[792, 425, 1018, 426]
dateline: ΛΟΝΔΙΝΟΝ, 13 Ἰουνίου. bbox=[332, 211, 518, 226]
story-title: Η ΙΣΤΟΡΙΑ ΤΟΥ ΝΤΑΒΕΛΗ bbox=[110, 1174, 292, 1223]
divider bbox=[556, 410, 782, 411]
col5-heading-1: ΟΙ ΕΜΠΟΡΟΙ ΠΥΡΓΟΥ ΕΙΣ ΑΝΑΣΤΑΤΩΣΙΝ bbox=[1041, 249, 1241, 287]
dateline: ΛΟΝΔΙΝΟΝ, 13(26) Ἰουνίου, ὥρα 12,55 μ. μ. bbox=[320, 425, 546, 455]
divider bbox=[1264, 1027, 1516, 1029]
dateline: ΜΑΔΡΙΤΗ, 13 Ἰουνίου. bbox=[568, 460, 753, 475]
divider bbox=[1264, 1134, 1516, 1136]
col3-heading-5: ΣΙΔΗΡΟΔΡΟΜΟΙ ΒΟΛΟΥ bbox=[577, 713, 761, 730]
col4-heading-8: ΔΙΑΓΩΝΙΣΜΟΣ ΤΕΛΩΝΟΦΥΛΑΚΩΝ bbox=[838, 1333, 972, 1364]
depot-subtitle: ΑΓΓΛΙΚΩΝ ΚΑΙ ΓΑΛΛΙΚΩΝ ΥΦΑΣΜΑΤΩΝ ΧΟΝΔΡΙΚΗΣ ΠΩΛΗΣΕΩΣ bbox=[123, 1378, 279, 1422]
news-item: ΑΣΤΕΡΟΣΚΟΠΕΙΟΝ ΑΘΗΝΩΝ. bbox=[1276, 250, 1491, 265]
divider bbox=[1028, 996, 1254, 997]
dateline: ΠΑΡΙΣΙΟΙ, 13 Ἰουνίου. bbox=[568, 343, 782, 358]
dateline: ΛΑΡΙΣΣΑ, 13 Ἰουνίου. bbox=[1040, 461, 1196, 476]
news-item: ΑΛΛΟΣ ΤΡΑΥΜΑΤΙΣΜΟΣ. bbox=[1276, 469, 1449, 484]
col6-heading-4: ΟΦΘΑΛΜΟΥΣ bbox=[1287, 886, 1493, 920]
divider bbox=[556, 572, 782, 573]
depot-name: ΜΠΟΧΩΡ Ζ. ΣΑΚΚΗ bbox=[132, 1427, 270, 1474]
col5-heading-6: ΔΥΣΤΥΧΗΜΑ ΕΙΣ ΕΠΙΔΟΣΙΑΝ ΤΟΥ ΙΠΠΙΚΟΥ bbox=[1031, 1122, 1251, 1154]
divider bbox=[320, 1007, 546, 1009]
dateline: ΒΙΕΝΝΗ, 13 Ἰουνίου. bbox=[568, 186, 748, 200]
divider bbox=[1028, 822, 1254, 824]
divider bbox=[92, 1146, 310, 1148]
publisher: Ἐκδότης: Α. ΣΑΡΑΒΑΝΟΣ bbox=[132, 1259, 270, 1273]
